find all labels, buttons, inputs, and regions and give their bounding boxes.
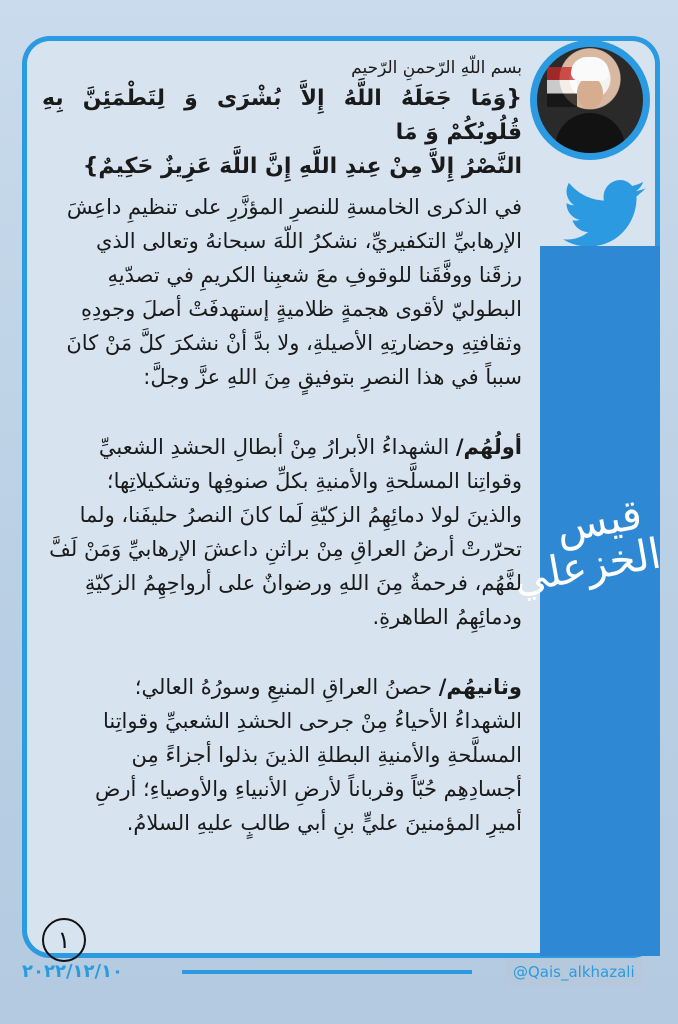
intro-line: رزقَنا ووفَّقَنا للوقوفِ معَ شعبِنا الكريمِ في تصدّيهِ xyxy=(107,263,522,287)
signature-logo: قيس الخزعلي xyxy=(509,489,665,603)
intro-line: الإرهابيِّ التكفيريِّ، نشكرُ اللّهَ سبحانهُ وتعالى الذي xyxy=(95,229,522,253)
first-line: تحرّرتْ أرضُ العراقِ مِنْ براثنِ داعشَ الإرهابيِّ وَمَنْ لَفَّ xyxy=(49,537,522,561)
accent-stripe xyxy=(540,246,660,956)
basmala: بسم اللّهِ الرّحمنِ الرّحيم xyxy=(351,58,522,78)
post-body xyxy=(42,56,522,840)
first-lead: أولُهُم/ xyxy=(455,435,522,459)
first-line: ودمائِهِمُ الطاهرةِ. xyxy=(372,605,522,629)
first-line-text: الشهداءُ الأبرارُ مِنْ أبطالِ الحشدِ الشعبيِّ xyxy=(98,435,456,459)
post-date: ٢٠٢٢/١٢/١٠ xyxy=(22,961,124,982)
first-line-with-lead xyxy=(42,430,522,464)
avatar[interactable] xyxy=(537,47,643,153)
first-line: لفَّهُم، فرحمةٌ مِنَ اللهِ ورضوانٌ على أرواحِهِمُ الزكيّةِ xyxy=(84,571,522,595)
second-paragraph xyxy=(42,670,522,840)
turban-graphic xyxy=(571,57,609,81)
second-line: الشهداءُ الأحياءُ مِنْ جرحى الحشدِ الشعبيِّ وقواتِنا xyxy=(102,709,522,733)
intro-line: وثقافتِهِ وحضارتِهِ الأصيلةِ، ولا بدَّ أنْ نشكرَ كلَّ مَنْ كانَ xyxy=(66,331,522,355)
intro-line: في الذكرى الخامسةِ للنصرِ المؤزَّرِ على تنظيمِ داعِشَ xyxy=(66,195,522,219)
second-line-text: حصنُ العراقِ المنيعِ وسورُهُ العالي؛ xyxy=(134,675,439,699)
second-line-with-lead xyxy=(42,670,522,704)
footer-divider xyxy=(182,970,472,974)
quran-verse-line-1: {وَمَا جَعَلَهُ اللَّهُ إِلاَّ بُشْرَى وَ لِتَطْمَئِنَّ بِهِ قُلُوبُكُمْ وَ مَا xyxy=(42,86,522,145)
quran-verse-line-2: النَّصْرُ إِلاَّ مِنْ عِندِ اللَّهِ إِنَّ اللَّهَ عَزِيزٌ حَكِيمٌ} xyxy=(82,154,522,179)
twitter-bird-icon xyxy=(560,180,650,250)
intro-line: البطوليّ لأقوى هجمةٍ ظلاميةٍ إستهدفَتْ أصلَ وجودِهِ xyxy=(80,297,522,321)
twitter-handle[interactable]: @Qais_alkhazali xyxy=(505,958,643,986)
second-line: أميرِ المؤمنينَ عليٍّ بنِ أبي طالبٍ عليهِ السلامُ. xyxy=(126,811,522,835)
second-line: أجسادِهِم حُبّاً وقرباناً لأرضِ الأنبياءِ والأوصياءِ؛ أرضِ xyxy=(94,777,522,801)
intro-line: سبباً في هذا النصرِ بتوفيقٍ مِنَ اللهِ عزَّ وجلَّ: xyxy=(143,365,522,389)
page-number-badge: ١ xyxy=(42,918,86,962)
first-paragraph xyxy=(42,430,522,634)
intro-paragraph xyxy=(42,190,522,394)
first-line: والذينَ لولا دمائِهِمُ الزكيّةِ لَما كانَ النصرُ حليفَنا، ولما xyxy=(79,503,522,527)
first-line: وقواتِنا المسلَّحةِ والأمنيةِ بكلِّ صنوفِها وتشكيلاتِها؛ xyxy=(106,469,522,493)
second-lead: وثانيهُم/ xyxy=(438,675,522,699)
robe-graphic xyxy=(555,113,625,153)
second-line: المسلَّحةِ والأمنيةِ البطلةِ الذينَ بذلوا أجزاءً مِن xyxy=(131,743,522,767)
face-graphic xyxy=(577,77,603,109)
